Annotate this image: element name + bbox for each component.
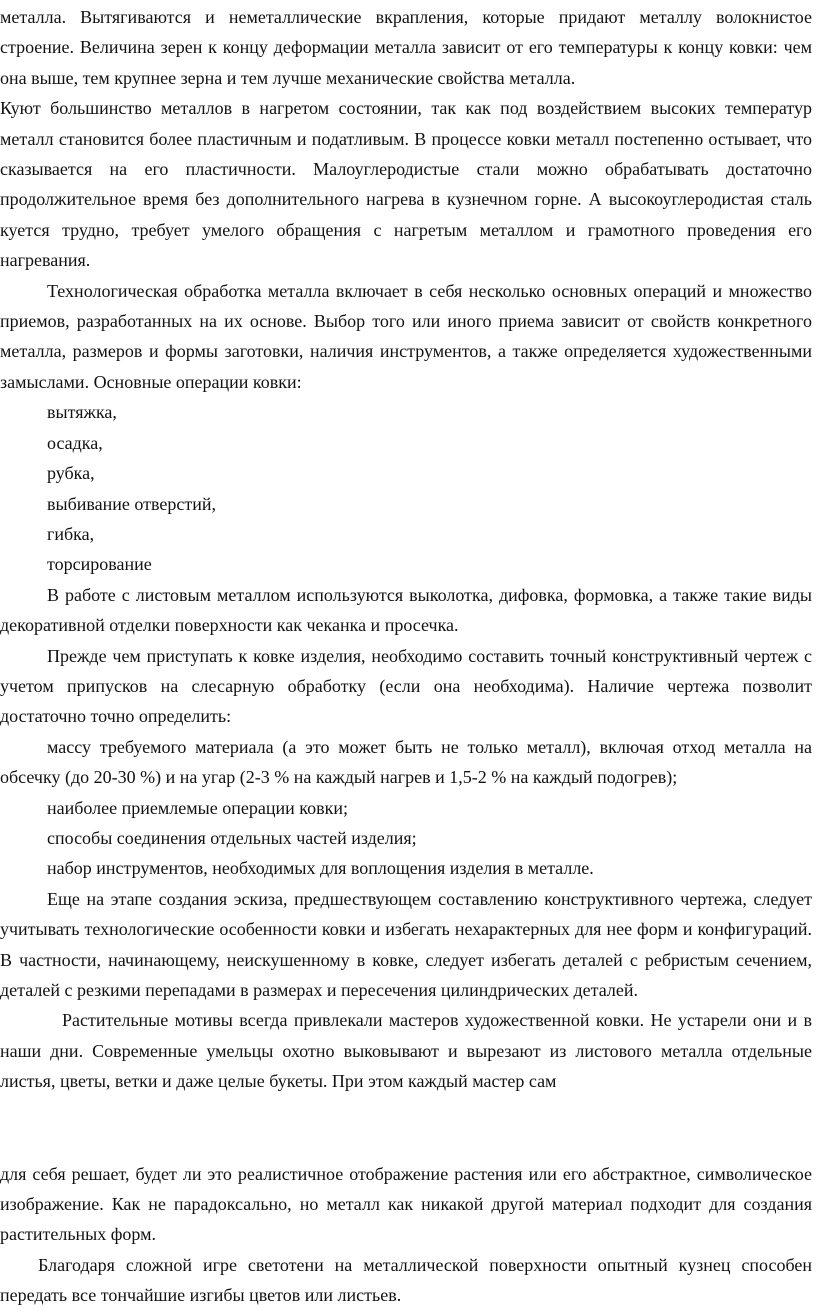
paragraph-realistic-or-abstract: для себя решает, будет ли это реалистичное отображение растения или его абстрактное, символическое изображение. Как не парадоксально, но металл как никакой другой материал подходит для создания растительных форм. — [0, 1163, 812, 1245]
paragraph-metal-fibrous-structure: металла. Вытягиваются и неметаллические вкрапления, которые придают металлу волокнистое строение. Величина зерен к концу деформации металла зависит от его температуры к концу ковки: чем она выше, тем крупнее зерна и тем лучше механические свойства металла. — [0, 7, 812, 88]
paragraph-light-and-shadow: Благодаря сложной игре светотени на металлической поверхности опытный кузнец способен передать все тончайшие изгибы цветов или листьев. — [0, 1254, 812, 1306]
paragraph-operations: наиболее приемлемые операции ковки; — [47, 797, 348, 818]
paragraph-material-mass: массу требуемого материала (а это может быть не только металл), включая отход металла на обсечку (до 20-30 %) и на угар (2-3 % на каждый нагрев и 1,5-2 % на каждый подогрев); — [0, 736, 812, 788]
list-item: торсирование — [47, 554, 152, 575]
paragraph-tools: набор инструментов, необходимых для воплощения изделия в металле. — [47, 858, 594, 879]
list-item: выбивание отверстий, — [47, 493, 217, 514]
paragraph-technological-processing: Технологическая обработка металла включает в себя несколько основных операций и множество приемов, разработанных на их основе. Выбор того или иного приема зависит от свойств конкретного металла, размеров и формы заготовки, наличия инструментов, а также определяется художественными замыслами. Основные операции ковки: — [0, 280, 812, 392]
paragraph-sheet-metal: В работе с листовым металлом используются выколотка, дифовка, формовка, а также такие виды декоративной отделки поверхности как чеканка и просечка. — [0, 584, 812, 636]
page-break-gap — [0, 1097, 812, 1159]
list-item: вытяжка, — [47, 402, 117, 423]
forging-operations-list — [0, 397, 812, 579]
list-item: рубка, — [47, 463, 95, 484]
paragraph-drawing: Прежде чем приступать к ковке изделия, необходимо составить точный конструктивный чертеж с учетом припусков на слесарную обработку (если она необходима). Наличие чертежа позволит достаточно точно определить: — [0, 645, 812, 727]
list-item: осадка, — [47, 432, 103, 453]
paragraph-hot-forging: Куют большинство металлов в нагретом состоянии, так как под воздействием высоких температур металл становится более пластичным и податливым. В процессе ковки металл постепенно остывает, что сказывается на его пластичности. Малоуглеродистые стали можно обрабатывать достаточно продолжительное время без дополнительного нагрева в кузнечном горне. А высокоуглеродистая сталь куется трудно, требует умелого обращения с нагретым металлом и грамотного проведения его нагревания. — [0, 98, 812, 271]
paragraph-joining: способы соединения отдельных частей изделия; — [47, 827, 417, 848]
paragraph-sketch-stage: Еще на этапе создания эскиза, предшествующем составлению конструктивного чертежа, следует учитывать технологические особенности ковки и избегать нехарактерных для нее форм и конфигураций. В частности, начинающему, неискушенному в ковке, следует избегать деталей с ребристым сечением, деталей с резкими перепадами в размерах и пересечения цилиндрических деталей. — [0, 888, 812, 1000]
paragraph-plant-motifs: Растительные мотивы всегда привлекали мастеров художественной ковки. Не устарели они и в наши дни. Современные умельцы охотно выковывают и вырезают из листового металла отдельные листья, цветы, ветки и даже целые букеты. При этом каждый мастер сам — [0, 1010, 812, 1092]
list-item: гибка, — [47, 523, 95, 544]
